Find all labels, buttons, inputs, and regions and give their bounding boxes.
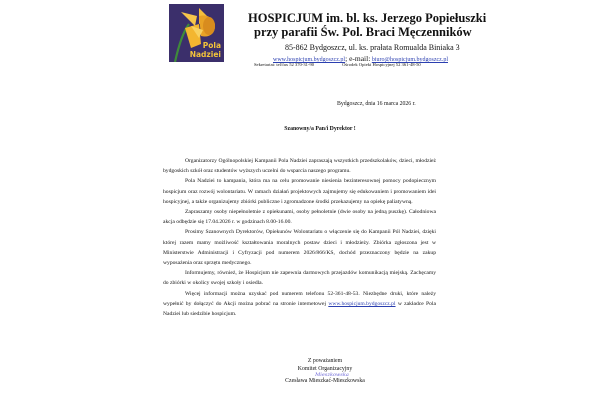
logo-text-line1: Pola (202, 41, 221, 50)
pola-nadziei-logo (169, 4, 224, 62)
handwritten-signature: Mieszkowska (315, 372, 349, 379)
organization-name: HOSPICJUM im. bl. ks. Jerzego Popiełuszki (248, 11, 487, 25)
paragraph-request: Prosimy Szanownych Dyrektorów, Opiekunów Wolontariatu o włączenie się do Kampanii Pól Nadziei, dzięki której razem mamy możliwość kształtowania moralnych postaw dzieci i młodzieży. Zbiórka zgłoszona jest w Ministerstwie Administracji i Cyfryzacji pod numerem 2026/866/KS, dochód przeznaczony będzie na zakup wyposażenia oraz sprzętu medycznego. (163, 229, 436, 267)
letter-date: Bydgoszcz, dnia 16 marca 2026 r. (337, 101, 416, 107)
organization-parish: przy parafii Św. Pol. Braci Męczenników (254, 25, 472, 39)
letter-body (163, 156, 436, 319)
more-info-text: Więcej informacji można uzyskać pod numerem telefonu 52-361-48-53. Niezbędne druki, które należy wypełnić by dołączyć do Akcji można pobrać na stronie internetowej (163, 290, 436, 307)
logo-text-line2: Nadziei (189, 50, 221, 59)
committee-name: Komitet Organizacyjny (297, 365, 353, 372)
more-info-tail: w zakładce Pola Nadziei lub siedzibie hospicjum. (163, 300, 436, 318)
email-link[interactable]: biuro@hospicjum.bydgoszcz.pl (371, 57, 448, 63)
organization-address: 85-862 Bydgoszcz, ul. ks. prałata Romualda Biniaka 3 (285, 43, 460, 52)
secretariat-phone: Sekretariat: tel/fax 52 370-31-90 (254, 62, 315, 67)
paragraph-more-info (163, 289, 436, 320)
phone-line (254, 62, 421, 67)
paragraph-transport: Informujemy, również, że Hospicjum nie zapewnia darmowych przejazdów komunikacją miejską. Zachęcamy do zbiórki w okolicy swojej szkoły i osiedla. (163, 270, 436, 287)
signatory-name: Czesława Mieszkać-Mieszkowska (285, 378, 365, 385)
website-link[interactable]: www.hospicjum.bydgoszcz.pl (273, 57, 346, 63)
signature-block (0, 358, 600, 386)
home-care-phone: Ośrodek Opieki Hospicyjnej 52 361-48-50 (342, 62, 421, 67)
logo-text (190, 41, 221, 59)
paragraph-participants: Zapraszamy osoby niepełnoletnie z opiekunami, osoby pełnoletnie (dwie osoby na jedną puszkę). Całodniowa akcja odbędzie się 17.04.2026 r. w godzinach 8.00-16.00. (163, 209, 436, 226)
hospice-website-link[interactable]: www.hospicjum.bydgoszcz.pl (328, 300, 396, 307)
paragraph-campaign: Pola Nadziei to kampania, która ma na celu promowanie niesienia bezinteresownej pomocy podopiecznym hospicjum oraz rozwój wolontariatu. W ramach działań projektowych zajmujemy się edukowaniem i promowaniem idei hospicyjnej, a także organizujemy zbiórki publiczne i zgromadzone środki przekazujemy na opiekę paliatywną. (163, 178, 436, 205)
letter-greeting: Szanowny/a Pan/i Dyrektor ! (284, 126, 356, 132)
email-label: ; e-mail: (345, 54, 371, 63)
closing: Z poważaniem (307, 358, 343, 364)
paragraph-invitation: Organizatorzy Ogólnopolskiej Kampanii Pola Nadziei zapraszają wszystkich przedszkolaków, dzieci, młodzież bydgoskich szkół oraz studentów wyższych uczelni do wsparcia naszego programu. (163, 158, 436, 175)
